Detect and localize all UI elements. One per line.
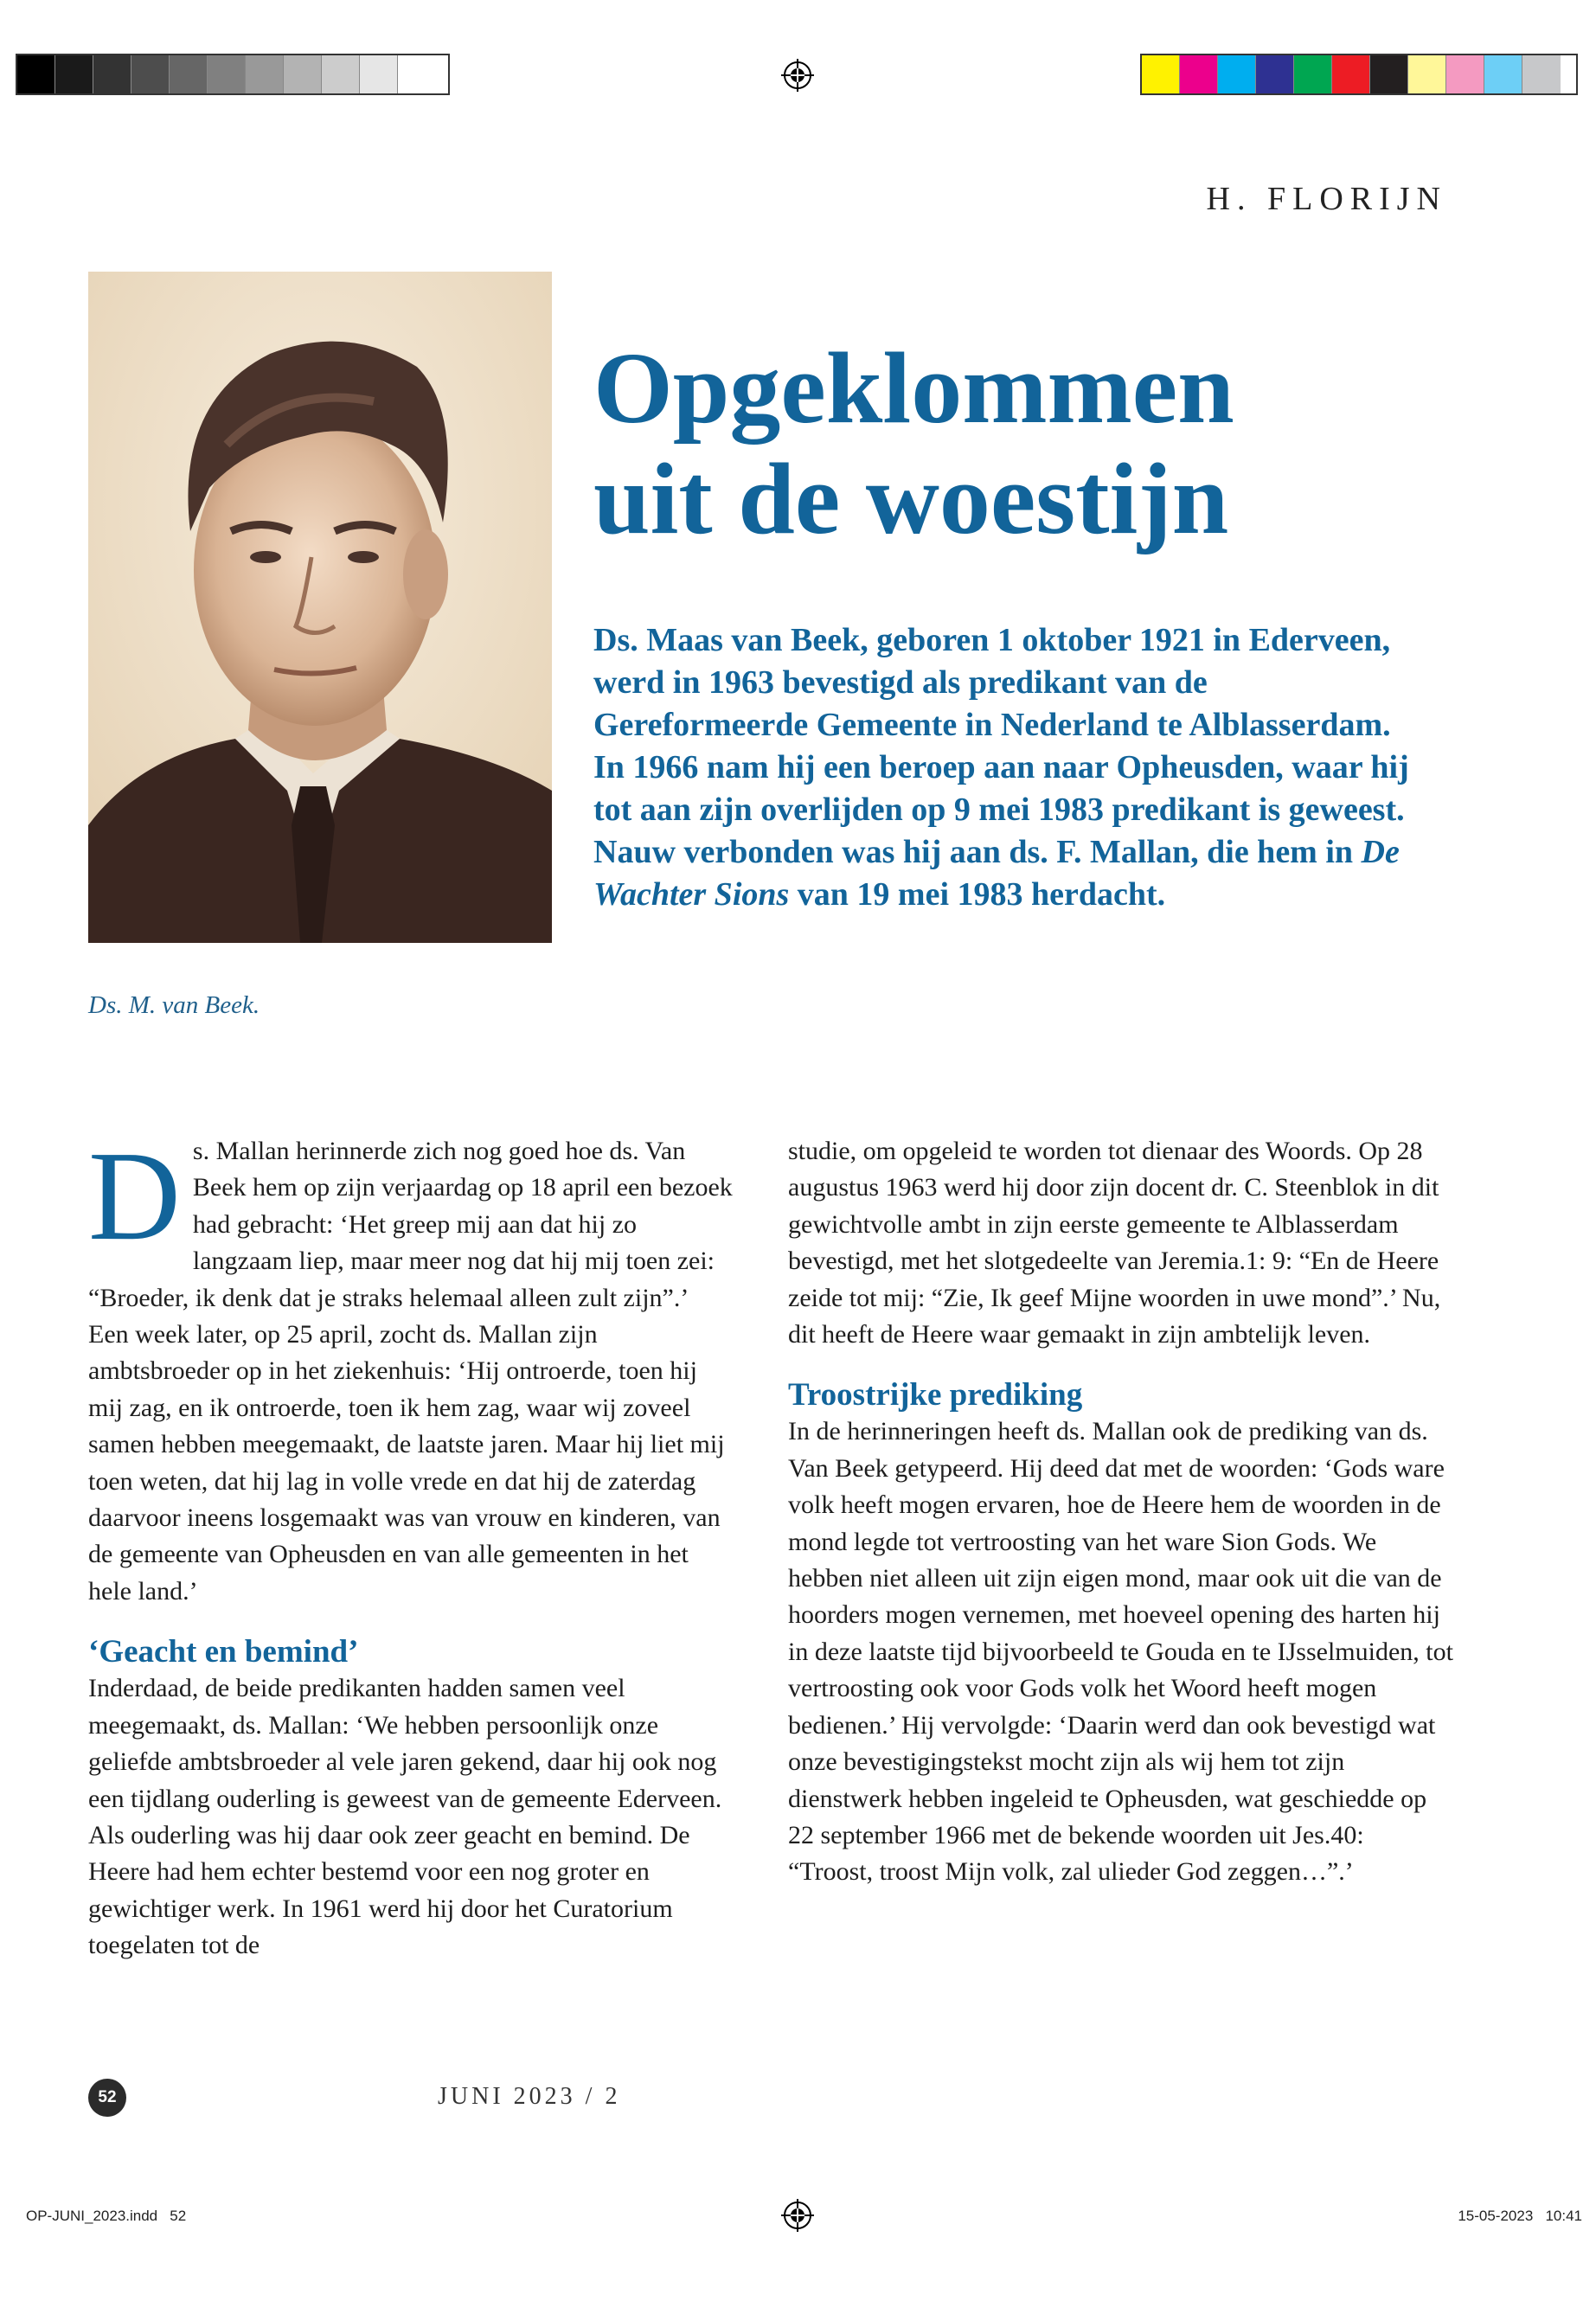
- color-swatch: [1408, 55, 1446, 93]
- paragraph: [88, 1125, 737, 1317]
- paragraph-text: s. Mallan herinnerde zich nog goed hoe ds. Van Beek hem op zijn verjaardag op 18 april een bezoek had gebracht: ‘Het greep mij aan dat hij zo langzaam liep, maar meer nog dat hij mij toen zei: “Broeder, ik denk dat je straks helemaal alleen zult zijn”.’: [88, 1137, 733, 1312]
- color-swatch: [1522, 55, 1561, 93]
- gray-swatch: [246, 55, 284, 93]
- paragraph: Inderdaad, de beide predikanten hadden samen veel meegemaakt, ds. Mallan: ‘We hebben persoonlijk onze geliefde ambtsbroeder al vele jaren gekend, daar hij ook nog een tijdlang ouderling is geweest van de gemeente Ederveen. Als ouderling was hij daar ook zeer geacht en bemind. De Heere had hem echter bestemd voor een nog groter en gewichtiger werk. In 1961 werd hij door het Curatorium toegelaten tot de: [88, 1674, 722, 1960]
- color-swatch: [1370, 55, 1408, 93]
- color-swatch: [1142, 55, 1180, 93]
- color-bar: [1140, 54, 1578, 95]
- gray-swatch: [55, 55, 93, 93]
- page-number: 52: [88, 2079, 126, 2117]
- portrait-photo: [88, 272, 552, 943]
- color-swatch: [1180, 55, 1218, 93]
- subheading: Troostrijke prediking: [788, 1377, 1083, 1413]
- gray-swatch: [131, 55, 170, 93]
- text-column-left: [88, 1125, 737, 1965]
- drop-cap: D: [88, 1125, 181, 1267]
- title-line-2: uit de woestijn: [593, 442, 1229, 555]
- print-timestamp: 15-05-2023 10:41: [1458, 2208, 1582, 2224]
- text-column-right: [788, 1133, 1454, 1891]
- color-swatch: [1294, 55, 1332, 93]
- gray-swatch: [284, 55, 322, 93]
- gray-swatch: [208, 55, 246, 93]
- article-title: [593, 333, 1458, 554]
- author-byline: H. FLORIJN: [1206, 181, 1447, 217]
- gray-swatch: [17, 55, 55, 93]
- color-swatch: [1256, 55, 1294, 93]
- gray-swatch: [93, 55, 131, 93]
- intro-publication-name: De Wachter Sions: [593, 834, 1400, 913]
- gray-swatch: [360, 55, 398, 93]
- gray-swatch: [322, 55, 360, 93]
- grayscale-bar: [16, 54, 450, 95]
- article-intro: [593, 619, 1424, 916]
- color-swatch: [1218, 55, 1256, 93]
- registration-mark-icon: [781, 2199, 814, 2232]
- photo-caption: Ds. M. van Beek.: [88, 991, 260, 1019]
- color-swatch: [1484, 55, 1522, 93]
- intro-text: Ds. Maas van Beek, geboren 1 oktober 1921 in Ederveen, werd in 1963 bevestigd als predikant van de Gereformeerde Gemeente in Nederland te Alblasserdam. In 1966 nam hij een beroep aan naar Opheusden, waar hij tot aan zijn overlijden op 9 mei 1983 predikant is geweest. Nauw verbonden was hij aan ds. F. Mallan, die hem in: [593, 622, 1409, 870]
- intro-end: van 19 mei 1983 herdacht.: [797, 876, 1166, 913]
- title-line-1: Opgeklommen: [593, 331, 1234, 445]
- paragraph: In de herinneringen heeft ds. Mallan ook de prediking van ds. Van Beek getypeerd. Hij deed dat met de woorden: ‘Gods ware volk heeft mogen ervaren, hoe de Heere hem de woorden in de mond legde tot vertroosting van het ware Sion Gods. We hebben niet alleen uit zijn eigen mond, maar ook uit die van de hoorders mogen vernemen, met hoeveel opening des harten hij in deze laatste tijd bijvoorbeeld te Gouda en te IJsselmuiden, tot vertroosting ook voor Gods volk het Woord heeft mogen bedienen.’ Hij vervolgde: ‘Daarin werd dan ook bevestigd wat onze bevestigingstekst mocht zijn als wij hem tot zijn dienstwerk hebben ingeleid te Opheusden, wat geschiedde op 22 september 1966 met de bekende woorden uit Jes.40: “Troost, troost Mijn volk, zal ulieder God zeggen…”.’: [788, 1417, 1453, 1887]
- paragraph: studie, om opgeleid te worden tot dienaar des Woords. Op 28 augustus 1963 werd hij door zijn docent dr. C. Steenblok in dit gewichtvolle ambt in zijn eerste gemeente te Alblasserdam bevestigd, met het slotgedeelte van Jeremia.1: 9: “En de Heere zeide tot mij: “Zie, Ik geef Mijne woorden in uwe mond”.’ Nu, dit heeft de Heere waar gemaakt in zijn ambtelijk leven.: [788, 1137, 1441, 1349]
- gray-swatch: [398, 55, 436, 93]
- subheading: ‘Geacht en bemind’: [88, 1634, 359, 1670]
- gray-swatch: [170, 55, 208, 93]
- color-swatch: [1446, 55, 1484, 93]
- issue-label: JUNI 2023 / 2: [438, 2083, 621, 2110]
- registration-mark-icon: [781, 59, 814, 92]
- file-slug: OP-JUNI_2023.indd 52: [26, 2208, 187, 2224]
- color-swatch: [1332, 55, 1370, 93]
- paragraph: Een week later, op 25 april, zocht ds. Mallan zijn ambtsbroeder op in het ziekenhuis: ‘Hij ontroerde, toen hij mij zag, en ik ontroerde, toen ik hem zag, waar wij zoveel samen hebben meegemaakt, de laatste jaren. Maar hij liet mij toen weten, dat hij lag in volle vrede en dat hij de zaterdag daarvoor ineens losgemaakt was van vrouw en kinderen, van de gemeente van Opheusden en van alle gemeenten in het hele land.’: [88, 1320, 725, 1606]
